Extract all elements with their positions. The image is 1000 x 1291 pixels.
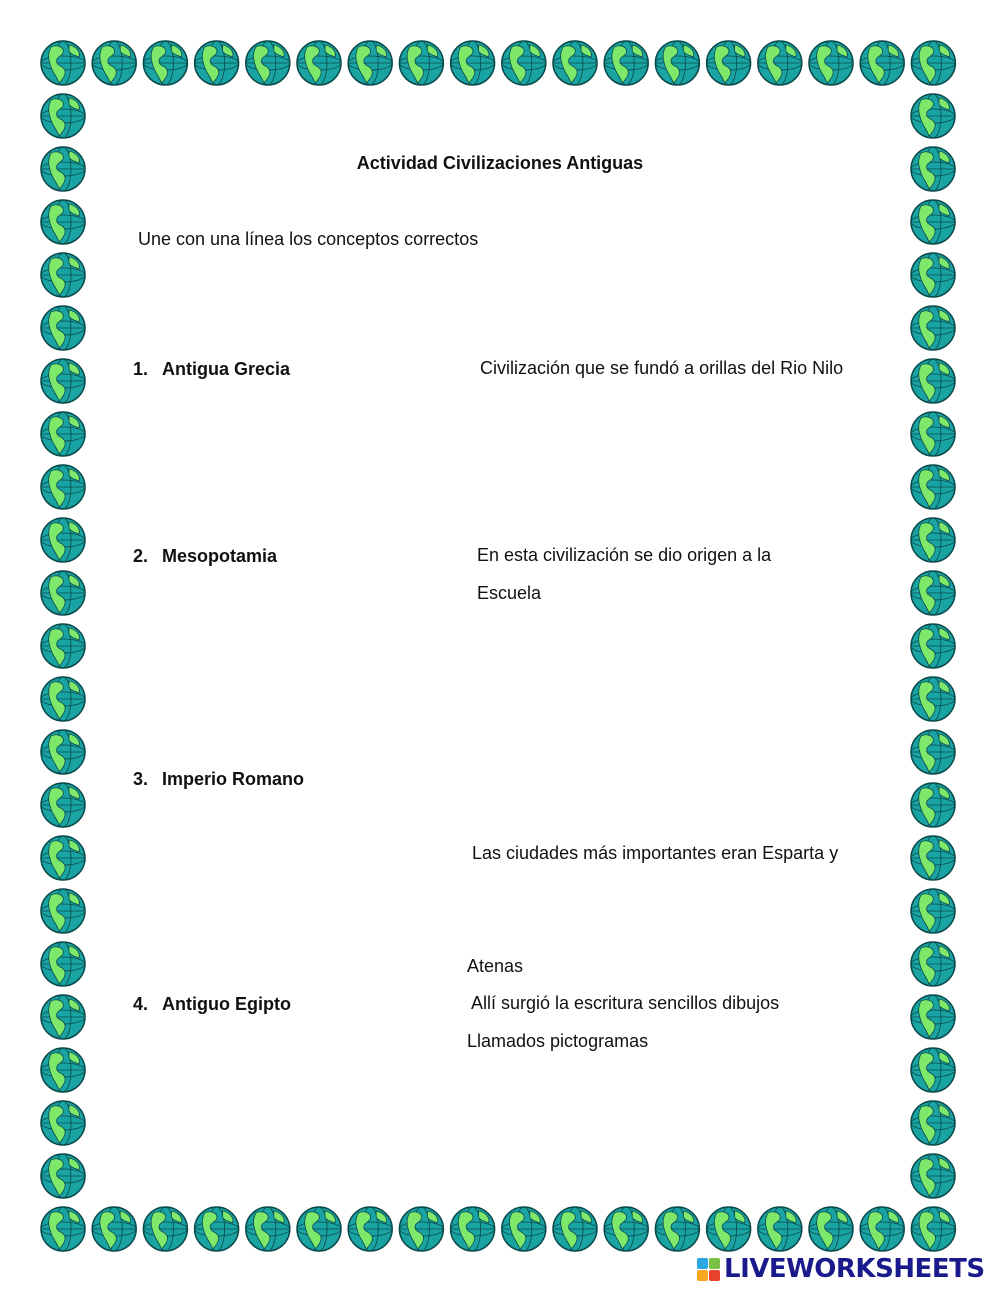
item-number: 3. bbox=[133, 769, 149, 789]
globe-icon bbox=[297, 1207, 341, 1251]
liveworksheets-logo[interactable] bbox=[697, 1254, 985, 1284]
globe-icon bbox=[911, 942, 955, 986]
globe-icon bbox=[809, 41, 853, 85]
definition-line: Las ciudades más importantes eran Esparta y bbox=[467, 843, 839, 863]
globe-icon bbox=[297, 41, 341, 85]
globe-icon bbox=[911, 995, 955, 1039]
globe-icon bbox=[399, 41, 443, 85]
globe-icon bbox=[348, 41, 392, 85]
globe-icon bbox=[911, 571, 955, 615]
definition-line: Llamados pictogramas bbox=[467, 1030, 649, 1051]
definition-line: Allí surgió la escritura sencillos dibujos bbox=[467, 993, 780, 1013]
globe-icon bbox=[92, 1207, 136, 1251]
globe-icon bbox=[911, 1154, 955, 1198]
item-number: 4. bbox=[133, 994, 149, 1014]
globe-icon bbox=[41, 836, 85, 880]
globe-icon bbox=[553, 41, 597, 85]
concept-label: Imperio Romano bbox=[162, 769, 305, 789]
definition-item-2 bbox=[477, 537, 907, 612]
globe-icon bbox=[911, 253, 955, 297]
globe-icon bbox=[41, 889, 85, 933]
globe-icon bbox=[41, 1101, 85, 1145]
globe-icon bbox=[707, 1207, 751, 1251]
globe-icon bbox=[41, 624, 85, 668]
definition-line: Escuela bbox=[477, 582, 542, 603]
globe-icon bbox=[911, 1048, 955, 1092]
globe-icon bbox=[41, 730, 85, 774]
instruction-text: Une con una línea los conceptos correctos bbox=[138, 229, 479, 249]
globe-icon bbox=[604, 41, 648, 85]
globe-icon bbox=[553, 1207, 597, 1251]
concept-label: Antiguo Egipto bbox=[162, 994, 291, 1014]
globe-icon bbox=[758, 1207, 802, 1251]
globe-icon bbox=[911, 624, 955, 668]
definition-item-1 bbox=[480, 350, 910, 388]
globe-icon bbox=[451, 1207, 495, 1251]
item-number: 2. bbox=[133, 546, 149, 566]
globe-icon bbox=[143, 1207, 187, 1251]
item-number: 1. bbox=[133, 359, 149, 379]
globe-icon bbox=[41, 412, 85, 456]
globe-icon bbox=[41, 465, 85, 509]
globe-icon bbox=[911, 465, 955, 509]
globe-icon bbox=[860, 41, 904, 85]
globe-icon bbox=[41, 677, 85, 721]
globe-icon bbox=[41, 518, 85, 562]
globe-icon bbox=[911, 1101, 955, 1145]
definition-line: En esta civilización se dio origen a la bbox=[477, 545, 772, 565]
globe-icon bbox=[758, 41, 802, 85]
logo-text: LIVEWORKSHEETS bbox=[724, 1254, 985, 1284]
globe-icon bbox=[911, 783, 955, 827]
globe-icon bbox=[911, 306, 955, 350]
concept-label: Mesopotamia bbox=[162, 546, 278, 566]
concept-item-1 bbox=[133, 359, 290, 380]
globe-icon bbox=[41, 41, 85, 85]
globe-icon bbox=[707, 41, 751, 85]
globe-icon bbox=[451, 41, 495, 85]
definition-item-3 bbox=[467, 760, 897, 1023]
globe-icon bbox=[195, 1207, 239, 1251]
globe-icon bbox=[911, 359, 955, 403]
globe-icon bbox=[655, 41, 699, 85]
concept-item-4 bbox=[133, 994, 291, 1015]
globe-icon bbox=[809, 1207, 853, 1251]
globe-icon bbox=[41, 1207, 85, 1251]
globe-icon bbox=[41, 306, 85, 350]
globe-icon bbox=[41, 94, 85, 138]
globe-icon bbox=[92, 41, 136, 85]
worksheet-title: Actividad Civilizaciones Antiguas bbox=[356, 153, 644, 173]
globe-icon bbox=[911, 412, 955, 456]
globe-icon bbox=[41, 253, 85, 297]
concept-label: Antigua Grecia bbox=[162, 359, 291, 379]
globe-icon bbox=[911, 518, 955, 562]
globe-icon bbox=[41, 200, 85, 244]
globe-icon bbox=[348, 1207, 392, 1251]
globe-icon bbox=[911, 41, 955, 85]
concept-item-3 bbox=[133, 769, 304, 790]
globe-icon bbox=[41, 995, 85, 1039]
globe-icon bbox=[655, 1207, 699, 1251]
globe-icon bbox=[604, 1207, 648, 1251]
concept-item-2 bbox=[133, 546, 277, 567]
globe-icon bbox=[41, 359, 85, 403]
globe-icon bbox=[911, 889, 955, 933]
globe-icon bbox=[246, 1207, 290, 1251]
definition-item-4 bbox=[467, 985, 897, 1060]
globe-icon bbox=[860, 1207, 904, 1251]
globe-icon bbox=[502, 1207, 546, 1251]
globe-icon bbox=[41, 1048, 85, 1092]
globe-icon bbox=[41, 783, 85, 827]
globe-icon bbox=[41, 942, 85, 986]
globe-icon bbox=[502, 41, 546, 85]
globe-icon bbox=[195, 41, 239, 85]
globe-icon bbox=[399, 1207, 443, 1251]
globe-icon bbox=[246, 41, 290, 85]
globe-icon bbox=[41, 571, 85, 615]
globe-icon bbox=[911, 1207, 955, 1251]
globe-icon bbox=[41, 1154, 85, 1198]
globe-icon bbox=[911, 94, 955, 138]
definition-line: Civilización que se fundó a orillas del Rio Nilo bbox=[480, 358, 844, 378]
globe-icon bbox=[911, 836, 955, 880]
globe-icon bbox=[143, 41, 187, 85]
logo-mark-icon bbox=[697, 1258, 720, 1281]
definition-line: Atenas bbox=[467, 955, 524, 976]
globe-icon bbox=[911, 200, 955, 244]
globe-icon bbox=[911, 730, 955, 774]
globe-icon bbox=[911, 677, 955, 721]
